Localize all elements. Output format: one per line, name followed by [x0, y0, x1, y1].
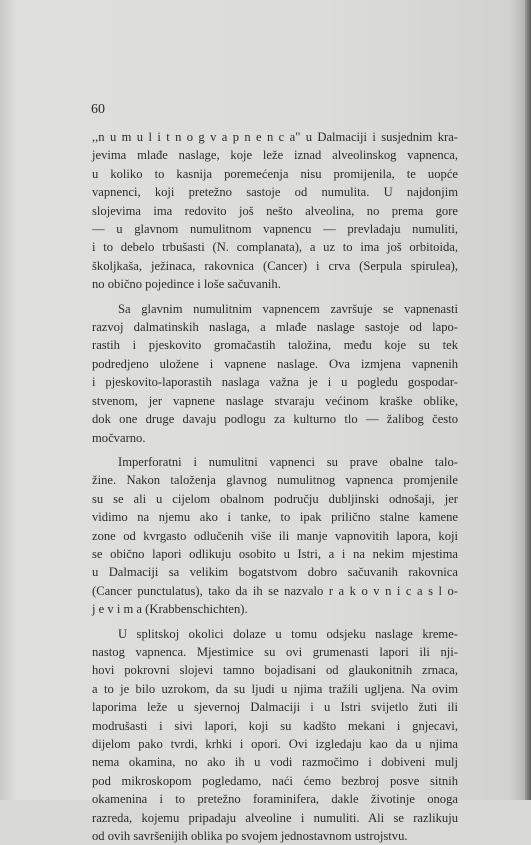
text-line: u koliko to kasnija poremećenja nisu promijenila, te uopće: [92, 166, 458, 181]
text-line: dijelom pako tvrdi, krhki i opori. Ovi izgledaju kao da u njima: [92, 737, 458, 751]
text-line: Imperforatni i numulitni vapnenci su prave obalne talo-: [118, 454, 458, 469]
body-text: [92, 128, 458, 845]
paragraph-2: [92, 300, 458, 447]
text-line: dok one druge davaju podlogu za kulturno tlo — žalibog često: [92, 412, 458, 427]
paragraph-4: [92, 625, 458, 845]
paragraph-1: [92, 128, 458, 294]
text-line: laporima leže u sjevernoj Dalmaciji i u Istri svijetlo žuti ili: [92, 700, 458, 715]
text-line: i pjeskovito-laporastih naslaga važna je i u pogledu gospodar-: [92, 375, 458, 390]
text-line: modrušasti i sivi lapori, koji su kadšto mekani i gnjecavi,: [92, 718, 458, 733]
paragraph-3: [92, 453, 458, 619]
page-number: 60: [91, 102, 105, 117]
text-line: razreda, kojemu pripadaju alveoline i numuliti. Ali se razlikuju: [92, 810, 458, 825]
text-line: ,,n u m u l i t n o g v a p n e n c a" u Dalmaciji i susjednim kra-: [92, 130, 458, 144]
text-line: od ovih savršenijih oblika po svojem jednostavnom ustrojstvu.: [92, 829, 408, 844]
text-line: stvenom, jer vapnene naslage stvaraju većinom kraške oblike,: [92, 393, 458, 408]
text-line: vapnenci, koji pretežno sastoje od numulita. U najdonjim: [92, 185, 458, 200]
text-line: podredjeno uložene i vapnene naslage. Ova izmjena vapnenih: [92, 356, 458, 371]
text-line: razvoj dalmatinskih naslaga, a mlađe naslage sastoje od lapo-: [92, 320, 458, 335]
text-line: a to je bilo uzrokom, da su ljudi u njima tražili ugljena. Na ovim: [92, 681, 458, 696]
text-line: su se ali u cijelom obalnom području dubljinski odnošaji, jer: [92, 491, 458, 506]
text-line: rastih i pjeskovito gromačastih taložina, među koje su tek: [92, 338, 458, 353]
text-line: školjkaša, ježinaca, rakovnica (Cancer) i crva (Serpula spirulea),: [92, 258, 458, 273]
text-line: no obično pojedince i loše sačuvanih.: [92, 277, 281, 292]
text-line: hovi pokrovni slojevi tamno bojadisani od glaukonitnih zrnaca,: [92, 663, 458, 678]
text-line: okamenina i to pretežno foraminifera, dakle životinje onoga: [92, 792, 458, 807]
text-line: žine. Nakon taloženja glavnog numulitnog vapnenca promjenile: [92, 473, 458, 488]
text-line: pod mikroskopom pogledamo, naći ćemo bezbroj posve sitnih: [92, 773, 458, 788]
text-line: slojevima ima redovito još nešto alveolina, no prema gore: [92, 203, 458, 218]
text-line: jevima mlađe naslage, koje leže iznad alveolinskog vapnenca,: [92, 148, 458, 163]
page-spine-shadow: [525, 0, 531, 800]
text-line: u Dalmaciji sa velikim bogatstvom dobro sačuvanih rakovnica: [92, 565, 458, 580]
text-line: nema okamina, no ako ih u vodi razmočimo i dobiveni mulj: [92, 755, 458, 770]
text-line: zone od kvrgasto odlučenih više ili manje vapnovitih lapora, koji: [92, 528, 458, 543]
text-line: nastog vapnenca. Mjestimice su ovi grumenasti lapori ili nji-: [92, 644, 458, 659]
text-line: U splitskoj okolici dolaze u tomu odsjeku naslage kreme-: [118, 626, 458, 641]
text-line: vidimo na njemu ako i tanke, to ipak prilično stalne kamene: [92, 510, 458, 525]
text-line: se obično lapori odlikuju osobito u Istri, a i na nekim mjestima: [92, 546, 458, 561]
text-line: (Cancer punctulatus), tako da ih se nazvalo r a k o v n i c a s l o-: [92, 583, 458, 598]
text-line: — u glavnom numulitnom vapnencu — prevladaju numuliti,: [92, 222, 458, 237]
text-line: i to debelo trbušasti (N. complanata), a uz to ima još orbitoida,: [92, 240, 458, 255]
text-line: močvarno.: [92, 430, 146, 445]
text-line: j e v i m a (Krabbenschichten).: [92, 602, 248, 617]
text-line: Sa glavnim numulitnim vapnencem završuje se vapnenasti: [118, 301, 458, 316]
